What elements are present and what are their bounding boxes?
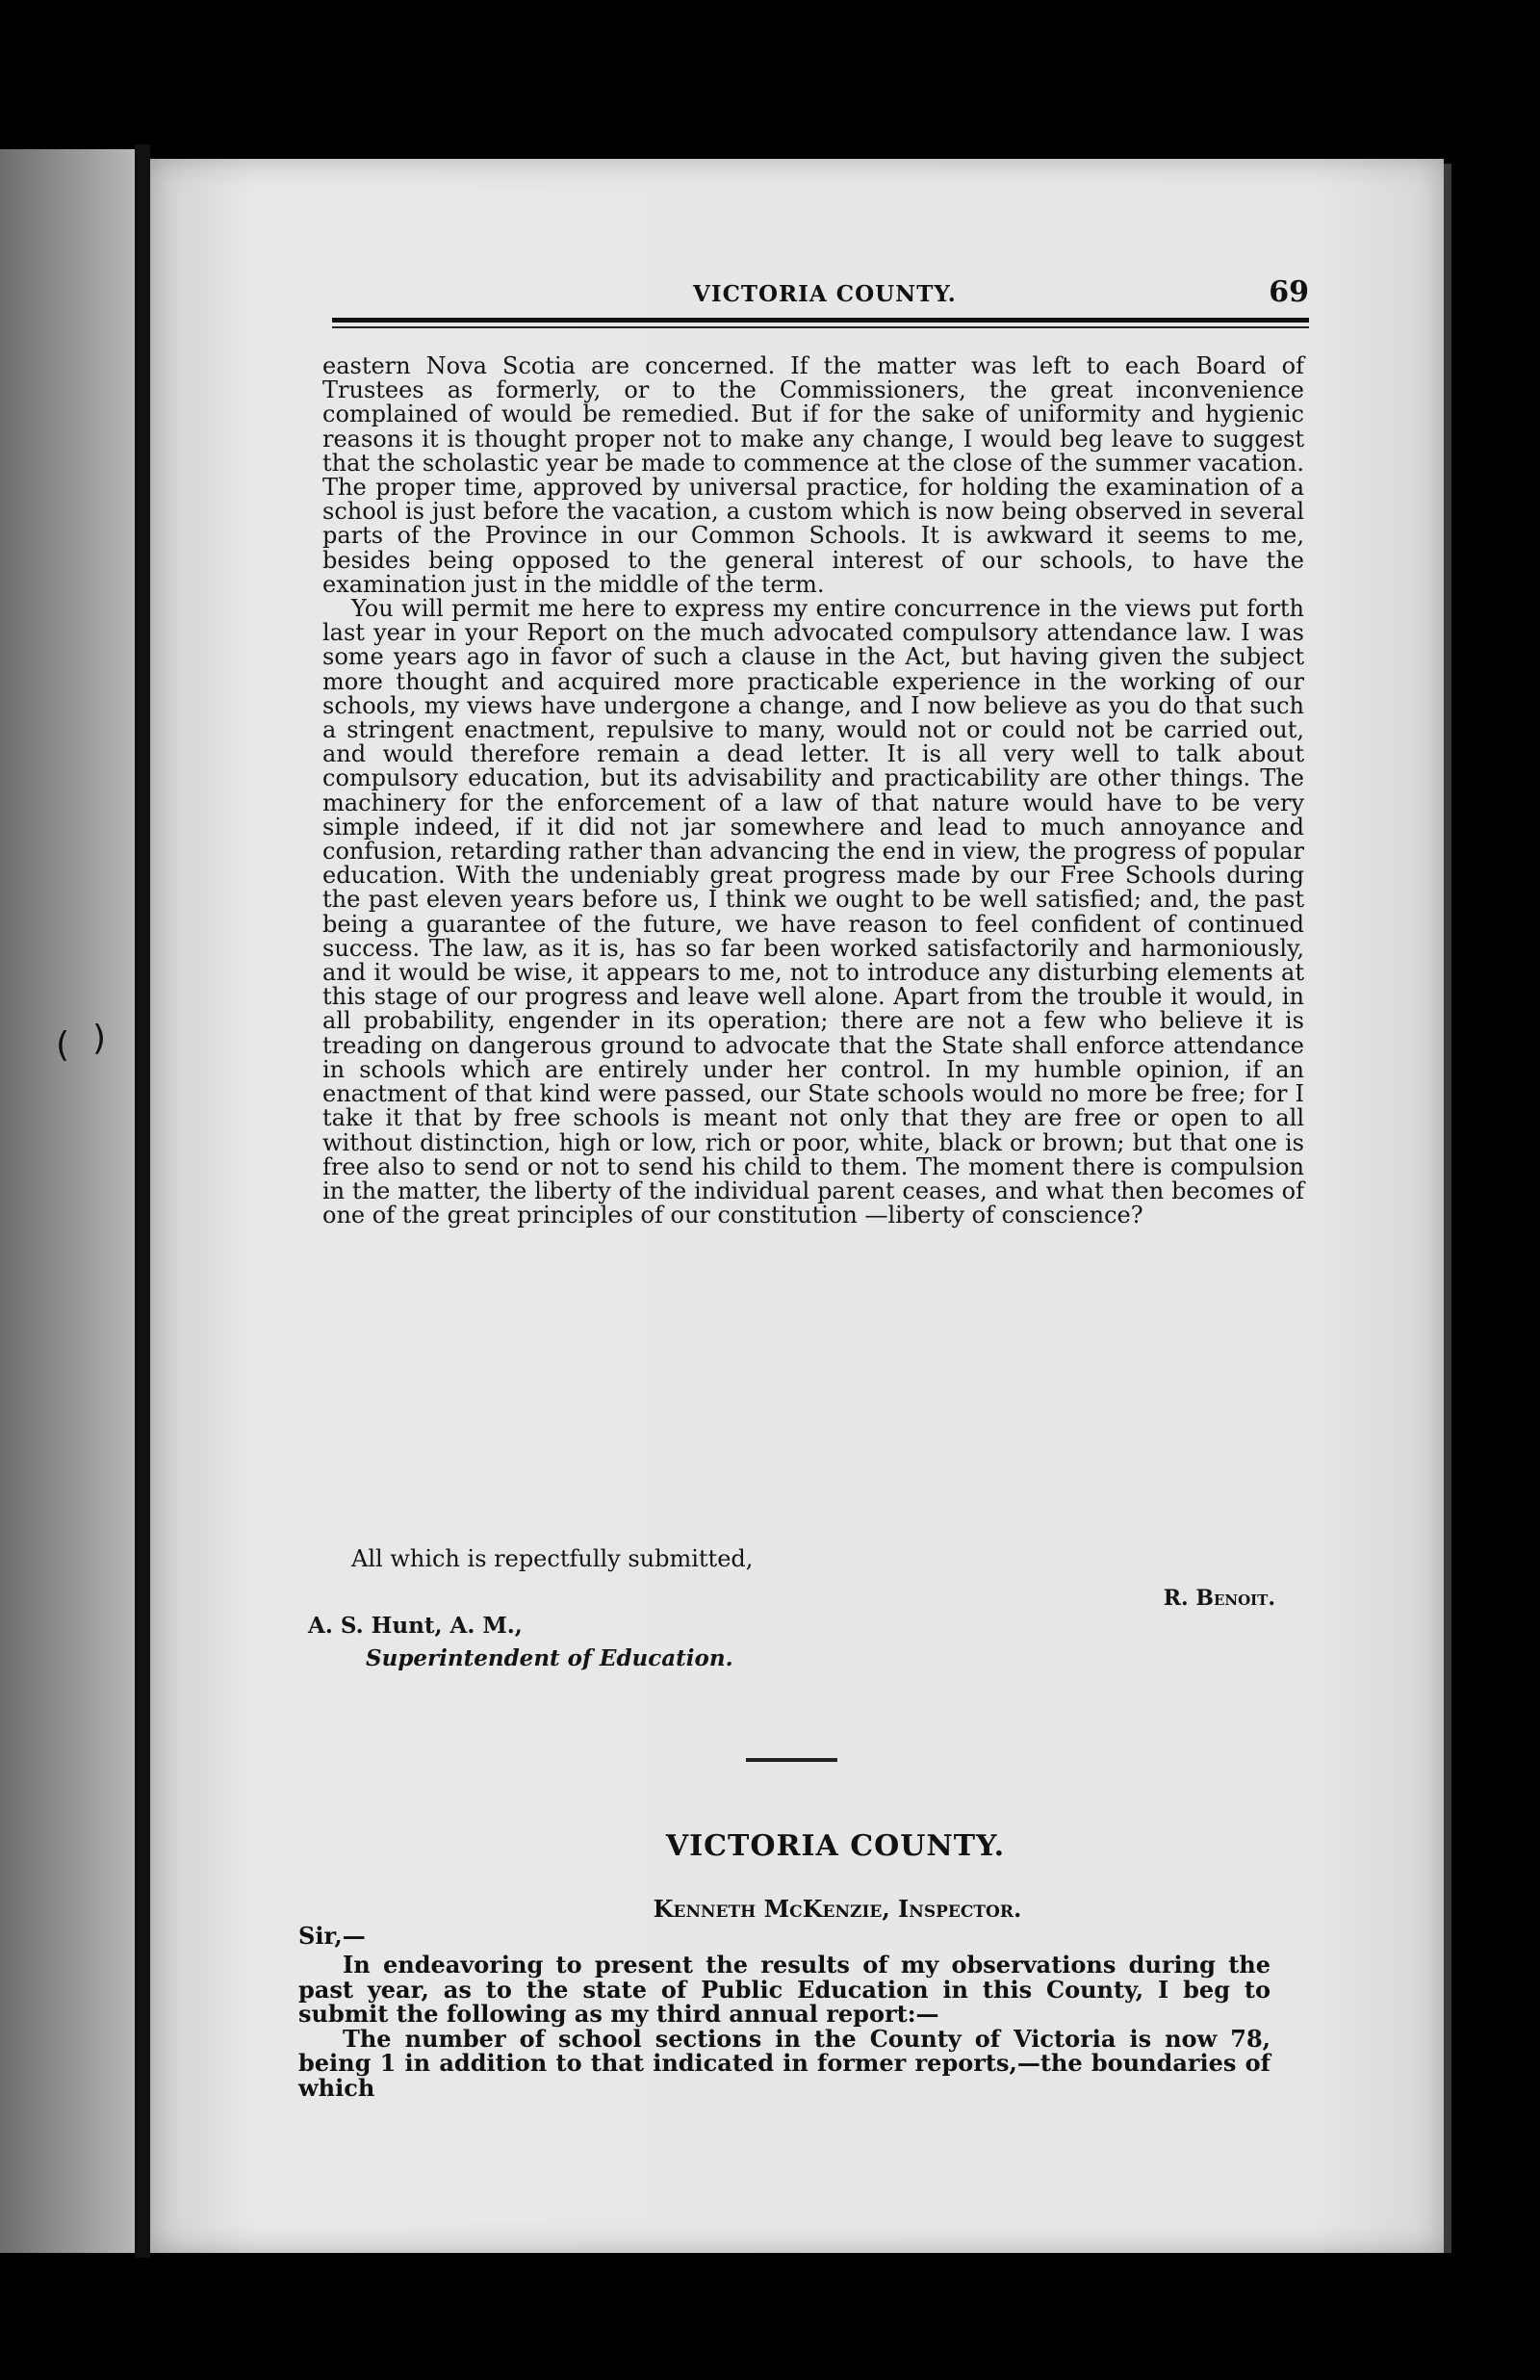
page-right-edge	[1444, 164, 1451, 2253]
closing-line: All which is repectfully submitted,	[351, 1545, 754, 1572]
page-header	[332, 277, 1309, 316]
facing-page-edge	[0, 149, 135, 2253]
addressee-title: Superintendent of Education.	[366, 1645, 733, 1671]
report-paragraph: The number of school sections in the County of Victoria is now 78, being 1 in addition to that indicated in former reports,—the boundaries of which	[298, 2024, 1270, 2102]
signer-name: R. Benoit.	[1163, 1586, 1275, 1611]
addressee-name: A. S. Hunt, A. M.,	[308, 1613, 523, 1639]
section-divider	[746, 1758, 837, 1762]
report-paragraph: In endeavoring to present the results of my observations during the past year, as to the state of Public Education in this County, I beg to submit the following as my third annual report:—	[298, 1951, 1270, 2028]
book-gutter	[135, 144, 150, 2258]
inspector-line	[0, 1895, 1540, 1923]
header-rule-thin	[332, 326, 1309, 328]
margin-mark-icon: (	[56, 1025, 70, 1065]
inspector-name: Kenneth McKenzie, Inspector.	[653, 1895, 1022, 1923]
margin-mark-icon: )	[92, 1019, 107, 1058]
page-number: 69	[1269, 275, 1309, 309]
letter-body	[322, 354, 1304, 1228]
body-paragraph: eastern Nova Scotia are concerned. If the matter was left to each Board of Trustees as formerly, or to the Commissioners, the great inconvenience complained of would be remedied. But if for the sake of uniformity and hygienic reasons it is thought proper not to make any change, I would beg leave to suggest that the scholastic year be made to commence at the close of the summer vacation. The proper time, approved by universal practice, for holding the examination of a school is just before the vacation, a custom which is now being observed in several parts of the Province in our Common Schools. It is awkward it seems to me, besides being opposed to the general interest of our schools, to have the examination just in the middle of the term.	[322, 352, 1304, 598]
body-paragraph: You will permit me here to express my entire concurrence in the views put forth last year in your Report on the much advocated compulsory attendance law. I was some years ago in favor of such a clause in the Act, but having given the subject more thought and acquired more practicable experience in the working of our schools, my views have undergone a change, and I now believe as you do that such a stringent enactment, repulsive to many, would not or could not be carried out, and would therefore remain a dead letter. It is all very well to talk about compulsory education, but its advisability and practicability are other things. The machinery for the enforcement of a law of that nature would have to be very simple indeed, if it did not jar somewhere and lead to much annoyance and confusion, retarding rather than advancing the end in view, the progress of popular education. With the undeniably great progress made by our Free Schools during the past eleven years before us, I think we ought to be well satisfied; and, the past being a guarantee of the future, we have reason to feel confident of continued success. The law, as it is, has so far been worked satisfactorily and harmoniously, and it would be wise, it appears to me, not to introduce any disturbing elements at this stage of our progress and leave well alone. Apart from the trouble it would, in all probability, engender in its operation; there are not a few who believe it is treading on dangerous ground to advocate that the State shall enforce attendance in schools which are entirely under her control. In my humble opinion, if an enactment of that kind were passed, our State schools would no more be free; for I take it that by free schools is meant not only that they are free or open to all without distinction, high or low, rich or poor, white, black or brown; but that one is free also to send or not to send his child to them. The moment there is compulsion in the matter, the liberty of the individual parent ceases, and what then becomes of one of the great principles of our constitution —liberty of conscience?	[322, 595, 1304, 1229]
salutation: Sir,—	[298, 1922, 366, 1950]
report-body	[298, 1953, 1270, 2100]
section-title: VICTORIA COUNTY.	[665, 1829, 1006, 1863]
header-rule-thick	[332, 318, 1309, 323]
running-head: VICTORIA COUNTY.	[693, 281, 957, 307]
section-heading	[0, 1829, 1540, 1863]
